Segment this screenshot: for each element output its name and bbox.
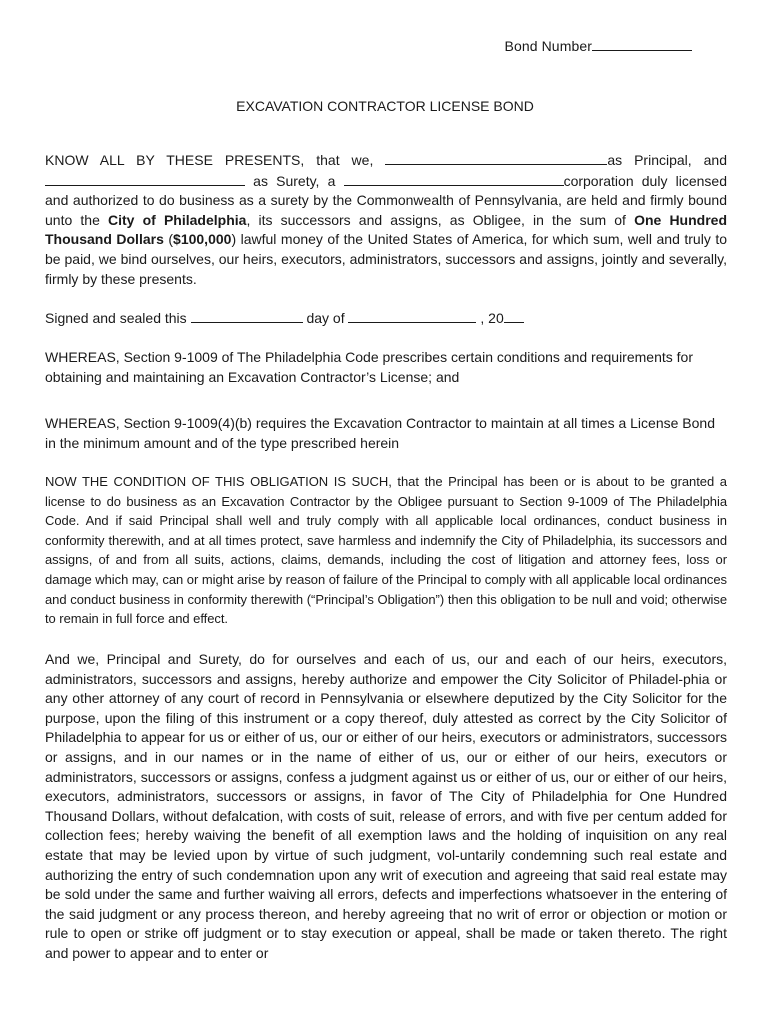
- intro-text-3: as Surety, a: [245, 172, 344, 189]
- bond-number-label: Bond Number: [504, 38, 592, 54]
- intro-text-4: corporation duly licensed and authorized to do business as a surety by the Commonwealth of Pennsylvania, are held and firmly bound unto the: [45, 172, 727, 228]
- intro-text-7: ) lawful money of the United States of America, for which sum, well and truly to be paid, we bind ourselves, our heirs, executors, administrators, successors and assigns, jointly and severally, firmly by these presents.: [45, 231, 727, 287]
- bond-amount-words: One Hundred Thousand Dollars: [45, 211, 728, 248]
- signed-text-1: Signed and sealed this: [45, 310, 191, 326]
- signed-text-2: day of: [302, 310, 349, 326]
- bond-number-field: [505, 38, 692, 54]
- condition-paragraph: NOW THE CONDITION OF THIS OBLIGATION IS SUCH, that the Principal has been or is about to be granted a license to do business as an Excavation Contractor by the Obligee pursuant to Section 9-1009 of The Philadelphia Code. And if said Principal shall well and truly comply with all applicable local ordinances, conduct business in conformity therewith, and at all times protect, save harmless and indemnify the City of Philadelphia, its successors and assigns, of and from all suits, actions, claims, demands, including the cost of litigation and attorney fees, loss or damage which may, can or might arise by reason of failure of the Principal to comply with all applicable local ordinances and conduct business in conformity therewith (“Principal’s Obligation”) then this obligation to be null and void; otherwise to remain in full force and effect.: [45, 474, 727, 627]
- surety-state-blank[interactable]: [344, 171, 564, 186]
- signed-day-blank[interactable]: [191, 308, 303, 323]
- intro-paragraph: [45, 150, 727, 289]
- surety-name-blank[interactable]: [45, 171, 245, 186]
- signed-month-blank[interactable]: [348, 308, 476, 323]
- whereas-paragraph-2: WHEREAS, Section 9-1009(4)(b) requires the Excavation Contractor to maintain at all times a License Bond in the minimum amount and of the type prescribed herein: [45, 415, 715, 451]
- bond-number-blank[interactable]: [592, 38, 692, 51]
- obligee-name: City of Philadelphia: [108, 211, 247, 228]
- whereas-paragraph-1: WHEREAS, Section 9-1009 of The Philadelphia Code prescribes certain conditions and requirements for obtaining and maintaining an Excavation Contractor’s License; and: [45, 349, 693, 385]
- intro-text-1: KNOW ALL BY THESE PRESENTS, that we,: [45, 152, 386, 168]
- intro-text-2: as Principal, and: [607, 152, 727, 168]
- authorization-paragraph: And we, Principal and Surety, do for ourselves and each of us, our and each of our heirs, executors, administrators, successors and assigns, hereby authorize and empower the City Solicitor of Philadel-phia or any other attorney of any court of record in Pennsylvania or elsewhere deputized by the City Solicitor for the purpose, upon the filing of this instrument or a copy thereof, duly attested as correct by the City Solicitor of Philadelphia to appear for us or either of us, our or either of our heirs, executors or administrators, successors or assigns, and in our names or in the name of either of us, our or either of our heirs, executors or administrators, successors or assigns, confess a judgment against us or either of us, our or either of our heirs, executors, administrators, successors or assigns, in favor of The City of Philadelphia for One Hundred Thousand Dollars, without defalcation, with costs of suit, release of errors, and with five per centum added for collection fees; hereby waiving the benefit of all exemption laws and the holding of inquisition on any real estate that may be levied upon by virtue of such judgment, vol-untarily condemning such real estate and authorizing the entry of such condemnation upon any writ of execution and agreeing that said real estate may be sold under the same and further waiving all errors, defects and imperfections whatsoever in the entering of the said judgment or any process thereon, and hereby agreeing that no writ of error or objection or motion or rule to open or strike off judgment or to stay execution or appeal, shall be made or taken thereto. The right and power to appear and to enter or: [45, 651, 727, 961]
- intro-text-5: , its successors and assigns, as Obligee, in the sum of: [246, 211, 635, 228]
- bond-amount-figures: $100,000: [173, 231, 232, 248]
- signed-text-3: , 20: [476, 310, 504, 326]
- intro-text-6: (: [163, 231, 174, 248]
- document-title: EXCAVATION CONTRACTOR LICENSE BOND: [236, 98, 534, 114]
- principal-name-blank[interactable]: [385, 150, 607, 165]
- signed-year-blank[interactable]: [504, 308, 524, 323]
- signed-sealed-line: [45, 308, 727, 329]
